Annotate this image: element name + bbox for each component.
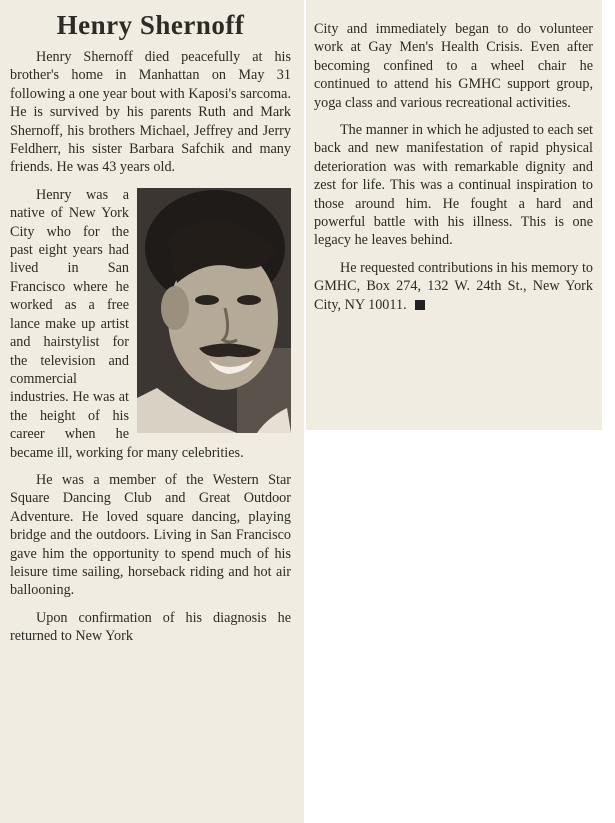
paragraph-career-text: Henry was a native of New York City who for the past eight years had lived in San Francisco where he worked as a free lance make up artist and hairstylist for the television and commercial industries. He was at the height of his career when he became ill, working for many celebrities. xyxy=(10,186,244,461)
paragraph-return-continued: City and immediately began to do volunteer work at Gay Men's Health Crisis. Even after becoming confined to a wheel chair he continued to attend his GMHC support group, yoga class and various recreational activities. xyxy=(314,21,593,111)
paragraph-death-notice: Henry Shernoff died peacefully at his brother's home in Manhattan on May 31 following a one year bout with Kaposi's sarcoma. He is survived by his parents Ruth and Mark Shernoff, his brothers Michael, Jeffrey and Jerry Feldherr, his sister Barbara Safchik and many friends. He was 43 years old. xyxy=(10,49,291,176)
obituary-left-column xyxy=(10,10,291,646)
end-of-article-mark xyxy=(415,300,425,310)
paragraph-return-start: Upon confirmation of his diagnosis he returned to New York xyxy=(10,609,291,645)
paragraph-career xyxy=(10,186,291,462)
portrait-photo xyxy=(137,188,291,433)
paragraph-legacy: The manner in which he adjusted to each set back and new manifestation of rapid physical deterioration was with remarkable dignity and zest for life. This was a continual inspiration to those around him. He fought a hard and powerful battle with his illness. This is one legacy he leaves behind. xyxy=(314,122,593,249)
portrait-photo-image xyxy=(137,188,291,433)
paragraph-hobbies: He was a member of the Western Star Square Dancing Club and Great Outdoor Adventure. He loved square dancing, playing bridge and the outdoors. Living in San Francisco gave him the opportunity to spend much of his leisure time sailing, horseback riding and hot air ballooning. xyxy=(10,471,291,599)
obituary-right-column xyxy=(314,20,593,314)
paragraph-contributions xyxy=(314,259,593,314)
obituary-title: Henry Shernoff xyxy=(56,10,245,40)
paragraph-contributions-text: He requested contributions in his memory to GMHC, Box 274, 132 W. 24th St., New York City, NY 10011. xyxy=(314,259,593,313)
